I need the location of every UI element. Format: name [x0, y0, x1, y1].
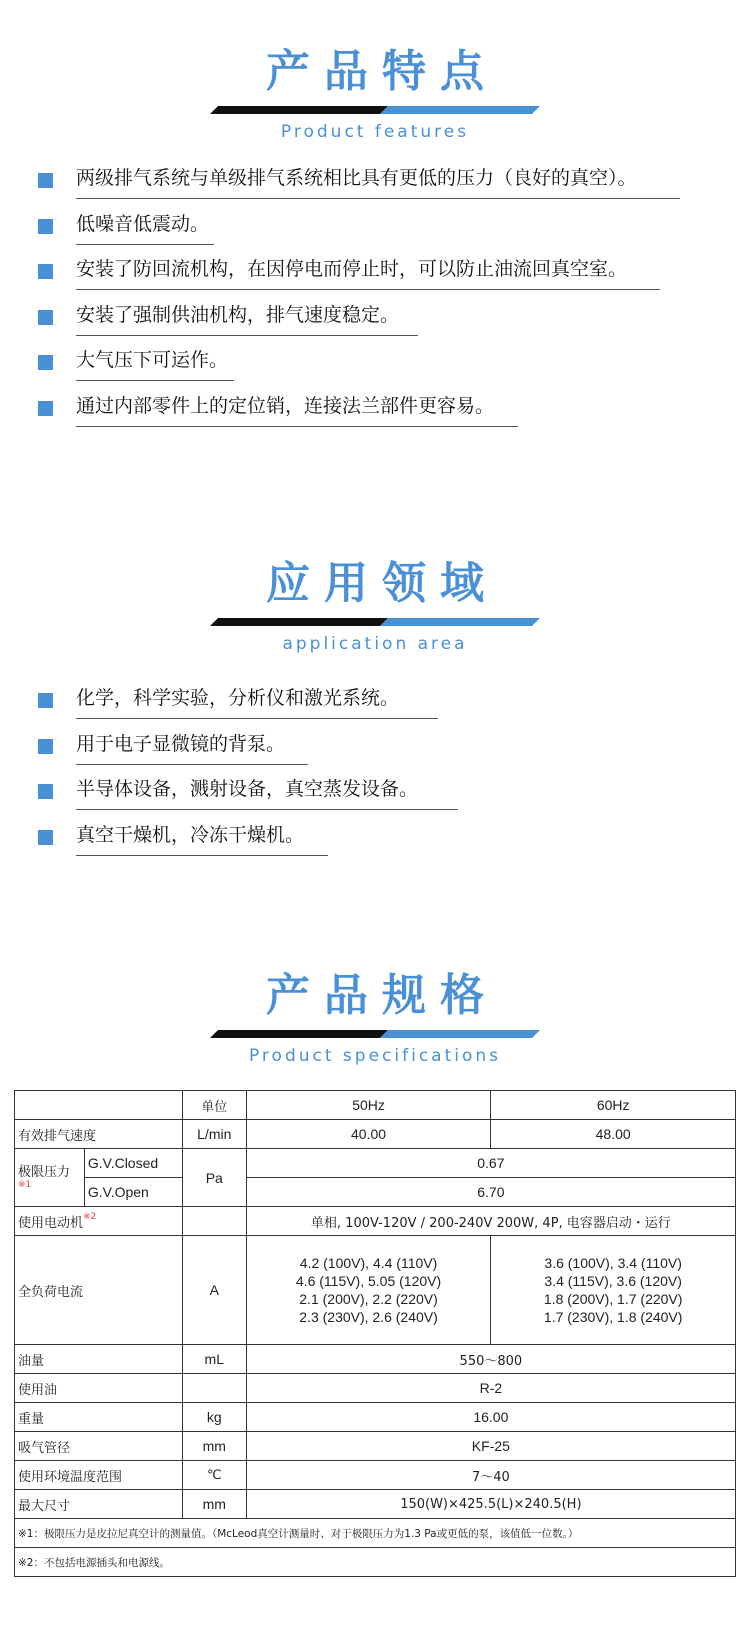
square-bullet-icon	[38, 739, 53, 754]
list-item	[0, 344, 750, 390]
current-50hz-line: 2.1 (200V), 2.2 (220V)	[299, 1291, 438, 1307]
temp-unit: ℃	[182, 1461, 246, 1490]
application-divider	[210, 618, 540, 626]
current-50hz-line: 2.3 (230V), 2.6 (240V)	[299, 1309, 438, 1325]
list-item	[0, 299, 750, 345]
feature-text: 安装了防回流机构，在因停电而停止时，可以防止油流回真空室。	[76, 255, 660, 290]
table-row	[15, 1345, 736, 1374]
application-subtitle: application area	[282, 634, 468, 654]
motor-label-cell	[15, 1207, 183, 1236]
pressure-note-mark: ※1	[18, 1179, 32, 1190]
table-row	[15, 1091, 736, 1120]
square-bullet-icon	[38, 830, 53, 845]
application-title: 应用领域	[266, 558, 498, 609]
application-text: 用于电子显微镜的背泵。	[76, 730, 308, 765]
features-header	[0, 44, 750, 142]
header-empty-cell	[15, 1091, 183, 1120]
current-60hz-line: 3.4 (115V), 3.6 (120V)	[544, 1273, 682, 1289]
specs-header	[0, 968, 750, 1066]
footnote-2: ※2：不包括电源插头和电源线。	[15, 1548, 736, 1577]
square-bullet-icon	[38, 401, 53, 416]
table-row	[15, 1403, 736, 1432]
speed-label: 有效排气速度	[15, 1120, 183, 1149]
oil-type-unit	[182, 1374, 246, 1403]
list-item	[0, 208, 750, 254]
specs-title: 产品规格	[266, 970, 498, 1021]
speed-unit: L/min	[182, 1120, 246, 1149]
pressure-label-cell	[15, 1149, 85, 1207]
list-item	[0, 253, 750, 299]
current-label: 全负荷电流	[15, 1236, 183, 1345]
list-item	[0, 773, 750, 819]
features-title: 产品特点	[266, 46, 498, 97]
square-bullet-icon	[38, 693, 53, 708]
application-list	[0, 682, 750, 864]
table-row	[15, 1374, 736, 1403]
square-bullet-icon	[38, 310, 53, 325]
motor-value: 单相, 100V-120V / 200-240V 200W, 4P, 电容器启动・运行	[246, 1207, 735, 1236]
size-value: 150(W)×425.5(L)×240.5(H)	[246, 1490, 735, 1519]
features-subtitle: Product features	[280, 122, 470, 142]
application-text: 真空干燥机，冷冻干燥机。	[76, 821, 328, 856]
table-row	[15, 1548, 736, 1577]
temp-label: 使用环境温度范围	[15, 1461, 183, 1490]
feature-text: 低噪音低震动。	[76, 210, 214, 245]
table-row	[15, 1149, 736, 1178]
size-label: 最大尺寸	[15, 1490, 183, 1519]
weight-unit: kg	[182, 1403, 246, 1432]
list-item	[0, 819, 750, 865]
weight-label: 重量	[15, 1403, 183, 1432]
header-60hz: 60Hz	[491, 1091, 736, 1120]
features-list	[0, 162, 750, 435]
motor-label: 使用电动机	[18, 1215, 84, 1231]
current-60hz-line: 1.7 (230V), 1.8 (240V)	[543, 1309, 683, 1325]
table-row	[15, 1236, 736, 1345]
spec-table	[14, 1090, 736, 1577]
application-text: 半导体设备，溅射设备，真空蒸发设备。	[76, 775, 458, 810]
table-row	[15, 1490, 736, 1519]
inlet-value: KF-25	[246, 1432, 735, 1461]
table-row	[15, 1178, 736, 1207]
table-row	[15, 1207, 736, 1236]
list-item	[0, 728, 750, 774]
footnote-1: ※1：极限压力是皮拉尼真空计的测量值。（McLeod真空计测量时、对于极限压力为1.3 Pa或更低的泵，该值低一位数。）	[15, 1519, 736, 1548]
table-row	[15, 1432, 736, 1461]
current-60hz-line: 3.6 (100V), 3.4 (110V)	[544, 1255, 682, 1271]
square-bullet-icon	[38, 264, 53, 279]
specs-divider	[210, 1030, 540, 1038]
table-row	[15, 1120, 736, 1149]
square-bullet-icon	[38, 355, 53, 370]
gv-open-label: G.V.Open	[84, 1178, 182, 1207]
oil-volume-value: 550～800	[246, 1345, 735, 1374]
gv-open-value: 6.70	[246, 1178, 735, 1207]
list-item	[0, 682, 750, 728]
feature-text: 两级排气系统与单级排气系统相比具有更低的压力（良好的真空）。	[76, 164, 680, 199]
speed-50hz: 40.00	[246, 1120, 491, 1149]
oil-volume-label: 油量	[15, 1345, 183, 1374]
current-50hz	[246, 1236, 491, 1345]
speed-60hz: 48.00	[491, 1120, 736, 1149]
header-unit: 单位	[182, 1091, 246, 1120]
header-50hz: 50Hz	[246, 1091, 491, 1120]
temp-value: 7～40	[246, 1461, 735, 1490]
current-50hz-line: 4.2 (100V), 4.4 (110V)	[299, 1255, 438, 1271]
feature-text: 通过内部零件上的定位销，连接法兰部件更容易。	[76, 392, 518, 427]
current-50hz-line: 4.6 (115V), 5.05 (120V)	[295, 1273, 442, 1289]
square-bullet-icon	[38, 173, 53, 188]
application-header	[0, 556, 750, 654]
current-60hz	[491, 1236, 736, 1345]
list-item	[0, 390, 750, 436]
pressure-unit: Pa	[182, 1149, 246, 1207]
weight-value: 16.00	[246, 1403, 735, 1432]
feature-text: 安装了强制供油机构，排气速度稳定。	[76, 301, 418, 336]
specs-subtitle: Product specifications	[248, 1046, 502, 1066]
current-60hz-line: 1.8 (200V), 1.7 (220V)	[543, 1291, 683, 1307]
features-divider	[210, 106, 540, 114]
oil-type-value: R-2	[246, 1374, 735, 1403]
gv-closed-label: G.V.Closed	[84, 1149, 182, 1178]
inlet-unit: mm	[182, 1432, 246, 1461]
oil-volume-unit: mL	[182, 1345, 246, 1374]
inlet-label: 吸气管径	[15, 1432, 183, 1461]
oil-type-label: 使用油	[15, 1374, 183, 1403]
motor-note-mark: ※2	[83, 1211, 97, 1222]
square-bullet-icon	[38, 784, 53, 799]
table-row	[15, 1461, 736, 1490]
pressure-label: 极限压力	[18, 1164, 71, 1180]
motor-unit	[182, 1207, 246, 1236]
square-bullet-icon	[38, 219, 53, 234]
table-row	[15, 1519, 736, 1548]
gv-closed-value: 0.67	[246, 1149, 735, 1178]
size-unit: mm	[182, 1490, 246, 1519]
application-text: 化学，科学实验，分析仪和激光系统。	[76, 684, 438, 719]
feature-text: 大气压下可运作。	[76, 346, 234, 381]
list-item	[0, 162, 750, 208]
current-unit: A	[182, 1236, 246, 1345]
